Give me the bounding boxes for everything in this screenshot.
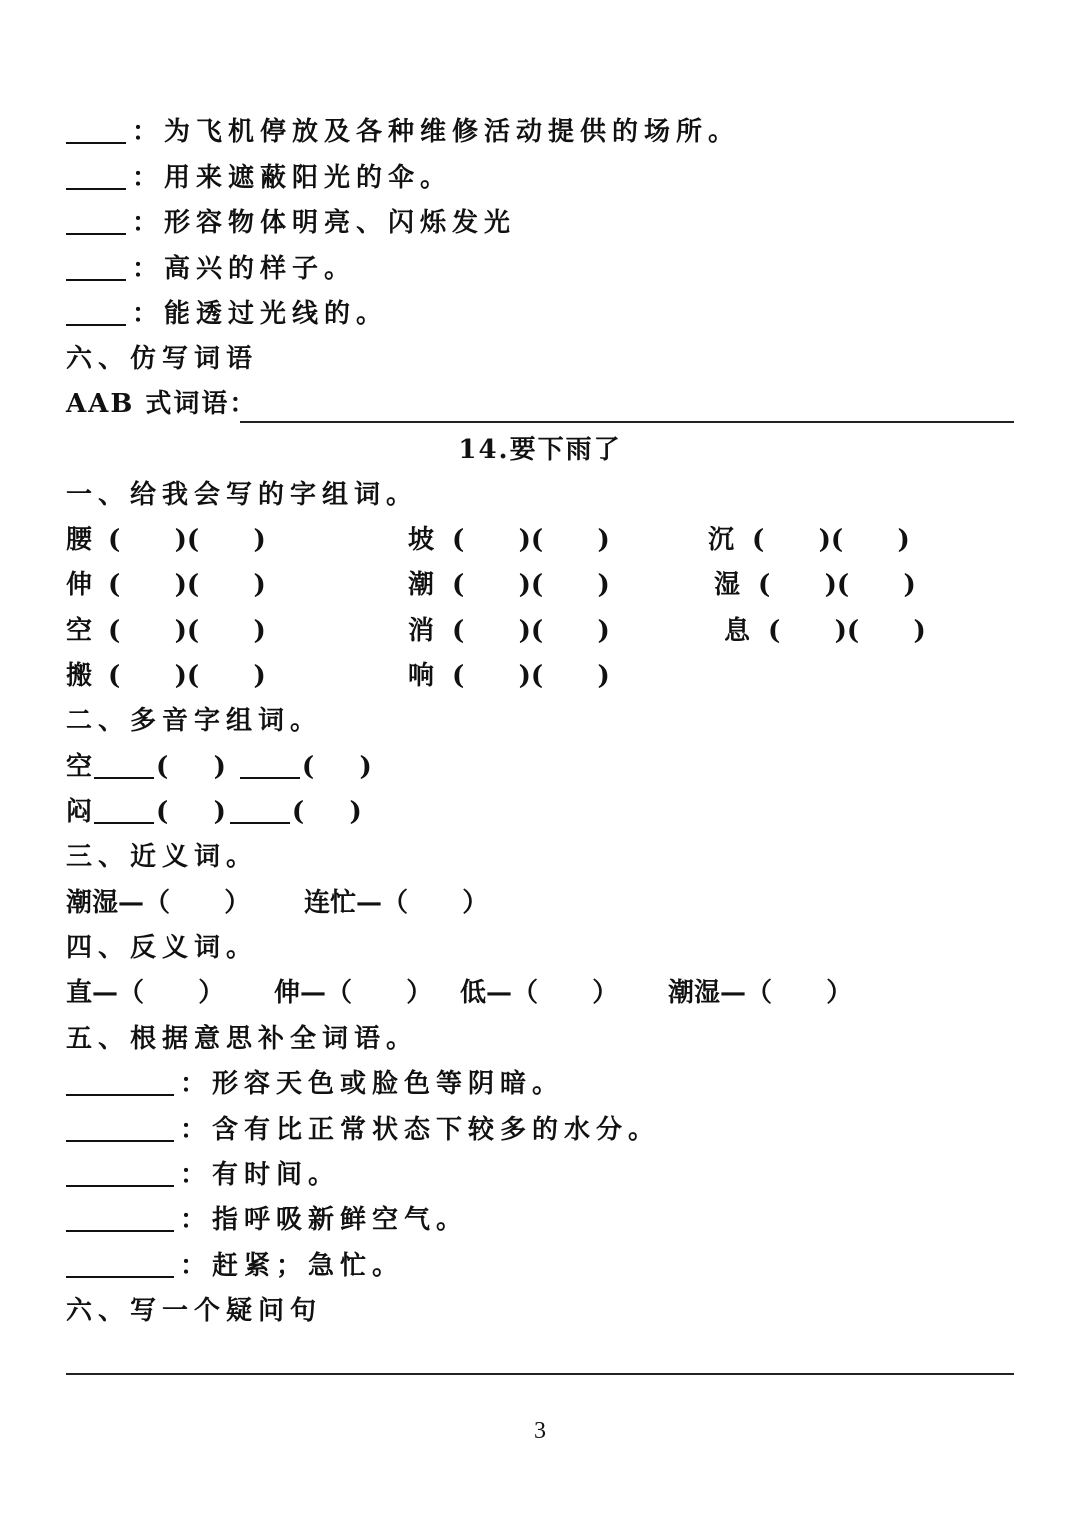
char-label: 空	[66, 752, 93, 782]
definition-line	[66, 112, 740, 152]
char-label: 坡	[408, 525, 435, 555]
answer-blank[interactable]	[66, 1155, 174, 1187]
paren-pair[interactable]: ( )( )	[108, 570, 266, 600]
section-heading: 五、根据意思补全词语。	[66, 1024, 419, 1054]
paren-pair[interactable]: ( )( )	[758, 570, 916, 600]
char-label: 响	[408, 661, 435, 691]
definition-line	[66, 1110, 660, 1150]
polyphone-row	[66, 747, 372, 787]
answer-blank[interactable]	[66, 203, 126, 235]
answer-blank[interactable]	[66, 1200, 174, 1232]
paren-pair[interactable]: ( )( )	[108, 525, 266, 555]
paren-pair[interactable]: ( )( )	[752, 525, 910, 555]
section-heading: 六、写一个疑问句	[66, 1296, 323, 1326]
antonym-item[interactable]: 低—（ ）	[460, 978, 619, 1008]
section-heading: 四、反义词。	[66, 933, 259, 963]
char-label: 息	[724, 616, 751, 646]
aab-answer-line[interactable]	[240, 421, 1014, 423]
definition-line	[66, 158, 452, 198]
definition-line	[66, 1064, 564, 1104]
section-heading: 六、仿写词语	[66, 344, 259, 374]
answer-blank[interactable]	[66, 1110, 174, 1142]
answer-blank[interactable]	[66, 249, 126, 281]
answer-blank[interactable]	[230, 792, 290, 824]
definition-text: ：用来遮蔽阳光的伞。	[132, 163, 453, 193]
char-label: 腰	[66, 525, 93, 555]
definition-text: ：形容物体明亮、闪烁发光	[132, 208, 517, 238]
definition-line	[66, 294, 388, 334]
pinyin-paren[interactable]: ( )	[156, 797, 226, 827]
page-number: 3	[534, 1418, 546, 1444]
char-label: 沉	[708, 525, 735, 555]
char-label: 空	[66, 616, 93, 646]
synonym-item[interactable]: 潮湿—（ ）	[66, 888, 251, 918]
paren-pair[interactable]: ( )( )	[768, 616, 926, 646]
definition-text: ：有时间。	[180, 1160, 341, 1190]
definition-line	[66, 1200, 468, 1240]
answer-blank[interactable]	[94, 792, 154, 824]
section-heading: 二、多音字组词。	[66, 706, 323, 736]
definition-text: ：能透过光线的。	[132, 299, 389, 329]
question-answer-line[interactable]	[66, 1373, 1014, 1375]
answer-blank[interactable]	[66, 294, 126, 326]
paren-pair[interactable]: ( )( )	[452, 570, 610, 600]
paren-pair[interactable]: ( )( )	[108, 661, 266, 691]
char-label: 伸	[66, 570, 93, 600]
synonym-item[interactable]: 连忙—（ ）	[304, 888, 489, 918]
char-label: 消	[408, 616, 435, 646]
definition-text: ：形容天色或脸色等阴暗。	[180, 1069, 565, 1099]
definition-text: ：为飞机停放及各种维修活动提供的场所。	[132, 117, 741, 147]
answer-blank[interactable]	[94, 747, 154, 779]
answer-blank[interactable]	[240, 747, 300, 779]
definition-text: ：高兴的样子。	[132, 254, 357, 284]
char-label: 搬	[66, 661, 93, 691]
section-heading: 三、近义词。	[66, 842, 259, 872]
pinyin-paren[interactable]: ( )	[291, 797, 362, 827]
paren-pair[interactable]: ( )( )	[452, 616, 610, 646]
answer-blank[interactable]	[66, 112, 126, 144]
paren-pair[interactable]: ( )( )	[452, 661, 610, 691]
section-heading: 一、给我会写的字组词。	[66, 480, 419, 510]
lesson-title: 14.要下雨了	[458, 435, 622, 465]
definition-text: ：含有比正常状态下较多的水分。	[180, 1115, 661, 1145]
definition-text: ：赶紧；急忙。	[180, 1251, 405, 1281]
definition-line	[66, 203, 516, 243]
paren-pair[interactable]: ( )( )	[108, 616, 266, 646]
antonym-item[interactable]: 潮湿—（ ）	[668, 978, 853, 1008]
paren-pair[interactable]: ( )( )	[452, 525, 610, 555]
char-label: 闷	[66, 797, 93, 827]
definition-line	[66, 1246, 404, 1286]
antonym-item[interactable]: 伸—（ ）	[274, 978, 433, 1008]
definition-line	[66, 1155, 340, 1195]
pinyin-paren[interactable]: ( )	[156, 752, 226, 782]
answer-blank[interactable]	[66, 1064, 174, 1096]
answer-blank[interactable]	[66, 1246, 174, 1278]
aab-label: AAB 式词语：	[66, 389, 258, 419]
answer-blank[interactable]	[66, 158, 126, 190]
antonym-item[interactable]: 直—（ ）	[66, 978, 225, 1008]
char-label: 湿	[714, 570, 741, 600]
pinyin-paren[interactable]: ( )	[301, 752, 372, 782]
definition-text: ：指呼吸新鲜空气。	[180, 1205, 469, 1235]
definition-line	[66, 249, 356, 289]
polyphone-row	[66, 792, 362, 832]
char-label: 潮	[408, 570, 435, 600]
